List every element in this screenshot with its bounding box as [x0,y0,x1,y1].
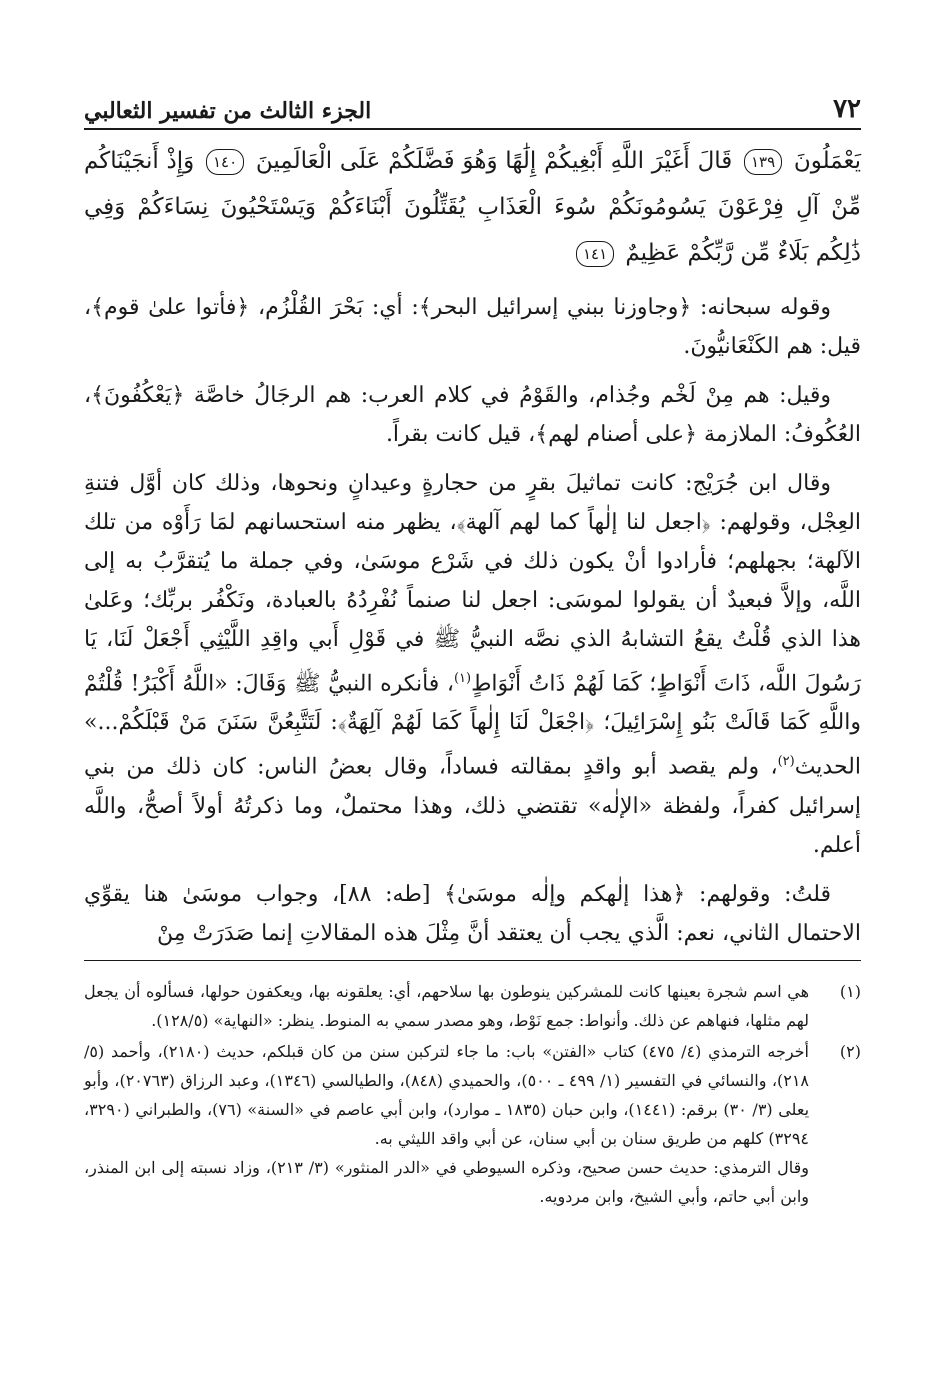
verse-number-marker: ١٤١ [576,241,614,267]
footnote [84,1037,861,1211]
page-header [84,88,861,130]
paragraph: وقوله سبحانه: ﴿وجاوزنا ببني إسرائيل البحر﴾: أي: بَحْرَ القُلْزُم، ﴿فأتوا علىٰ قوم﴾، قيل: هم الكَنْعَانيُّونَ. [84,295,861,359]
page-number: ٧٢ [833,94,861,124]
footnote-text: هي اسم شجرة بعينها كانت للمشركين ينوطون بها سلاحهم، أي: يعلقونه بها، ويعكفون حولها، فسألوه أن يجعل لهم مثلها، فنهاهم عن ذلك. وأنواط: جمع نَوْط، وهو مصدر سمي به المنوط. ينظر: «النهاية» (١٢٨/٥). [84,982,809,1030]
paragraph: وقيل: هم مِنْ لَخْم وجُذام، والقَوْمُ في كلام العرب: هم الرجَالُ خاصَّة ﴿يَعْكُفُونَ﴾، العُكُوفُ: الملازمة ﴿على أصنام لهم﴾، قيل كانت بقراً. [84,383,861,447]
paragraph [84,464,861,865]
footnote-text-part: أخرجه الترمذي (٤/ ٤٧٥) كتاب «الفتن» باب: ما جاء لتركبن سنن من كان قبلكم، حديث (٢١٨٠)، وأحمد (٥/ ٢١٨)، والنسائي في التفسير (١/ ٤٩٩ ـ ٥٠٠)، والحميدي (٨٤٨)، والطيالسي (١٣٤٦)، وعبد الرزاق (٢٠٧٦٣)، وأبو يعلى (٣/ ٣٠) برقم: (١٤٤١)، وابن حبان (١٨٣٥ ـ موارد)، وابن أبي عاصم في «السنة» (٧٦)، والطبراني (٣٢٩٠، ٣٢٩٤) كلهم من طريق سنان بن أبي سنان، عن أبي واقد الليثي به. [84,1042,810,1148]
footnote-text [84,1037,809,1211]
footnote-number: (٢) [839,1042,861,1061]
verse-number-marker: ١٤٠ [206,149,244,175]
footnote-text-part: وقال الترمذي: حديث حسن صحيح، وذكره السيوطي في «الدر المنثور» (٣/ ٢١٣)، وزاد نسبته إلى ابن المنذر، وابن أبي حاتم، وأبي الشيخ، وابن مردويه. [84,1158,809,1206]
quran-text-2: قَالَ أَغَيْرَ اللَّهِ أَبْغِيكُمْ إِلَٰهًا وَهُوَ فَضَّلَكُمْ عَلَى الْعَالَمِينَ [255,148,733,174]
footnote-ref: (٢) [777,754,795,770]
main-text [84,138,861,963]
paragraph-text: ، ولم يقصد أبو واقدٍ بمقالته فساداً، وقال بعضُ الناس: كان ذلك من بني إسرائيل كفراً، ولفظة «الإلٰه» تقتضي ذلك، وهذا محتملٌ، وما ذكرتُهُ أولاً أصحُّ، واللَّه أعلم. [84,754,861,858]
paragraph: قلتُ: وقولهم: ﴿هذا إلٰهكم وإلٰه موسَىٰ﴾ [طه: ٨٨]، وجواب موسَىٰ هنا يقوِّي الاحتمال الثاني، نعم: الَّذي يجب أن يعتقد أنَّ مِثْلَ هذه المقالاتِ إنما صَدَرَتْ مِنْ [84,881,861,946]
footnote [84,977,861,1035]
quran-text-3: وَإِذْ أَنجَيْنَاكُم مِّنْ آلِ فِرْعَوْنَ يَسُومُونَكُمْ سُوءَ الْعَذَابِ يُقَتِّلُونَ أَبْنَاءَكُمْ وَيَسْتَحْيُونَ نِسَاءَكُمْ وَفِي ذَٰلِكُم بَلَاءٌ مِّن رَّبِّكُمْ عَظِيمٌ [84,148,861,266]
footnotes [84,960,861,1213]
quran-text-1: يَعْمَلُونَ [793,148,862,174]
quran-verses [84,138,861,276]
paragraph-text: وقال ابن جُرَيْج: كانت تماثيلَ بقرٍ من حجارةٍ وعيدانٍ ونحوها، وذلك كان أوَّل فتنةِ العِجْل، وقولهم: ﴿اجعل لنا إلٰهاً كما لهم آلهة﴾، يظهر منه استحسانهم لمَا رَأَوْه من تلك الآلهة؛ بجهلهم؛ فأرادوا أنْ يكون ذلك في شَرْع موسَىٰ، وفي جملة ما يُتقرَّبُ به إلى اللَّه، وإلاَّ فبعيدٌ أن يقولوا لموسَى: اجعل لنا صنماً نُفْرِدُهُ بالعبادة، ونَكْفُر بربِّك؛ وعَلىٰ هذا الذي قُلْتُ يقعُ التشابهُ الذي نصَّه النبيُّ ﷺ في قَوْلِ أَبي واقِدِ اللَّيْثِي أَجْعَلْ لَنَا، يَا رَسُولَ اللَّه، ذَاتَ أَنْوَاطٍ؛ كَمَا لَهُمْ ذَاتُ أَنْوَاطٍ [84,471,861,697]
verse-number-marker: ١٣٩ [744,149,782,175]
paragraph-text: ، فأنكره النبيُّ ﷺ وَقَالَ: «اللَّهُ أَكْبَرُ! قُلْتُمْ واللَّهِ كَمَا قَالَتْ بَنُو إِسْرَائِيلَ؛ ﴿اجْعَلْ لَنَا إِلٰهاً كَمَا لَهُمْ آلِهَةٌ﴾: لَتَتَّبِعُنَّ سَنَنَ مَنْ قَبْلَكُمْ...» الحديث [84,671,861,780]
footnote-number: (١) [839,982,861,1001]
footnote-ref: (١) [453,671,472,686]
running-head: الجزء الثالث من تفسير الثعالبي [84,98,372,124]
